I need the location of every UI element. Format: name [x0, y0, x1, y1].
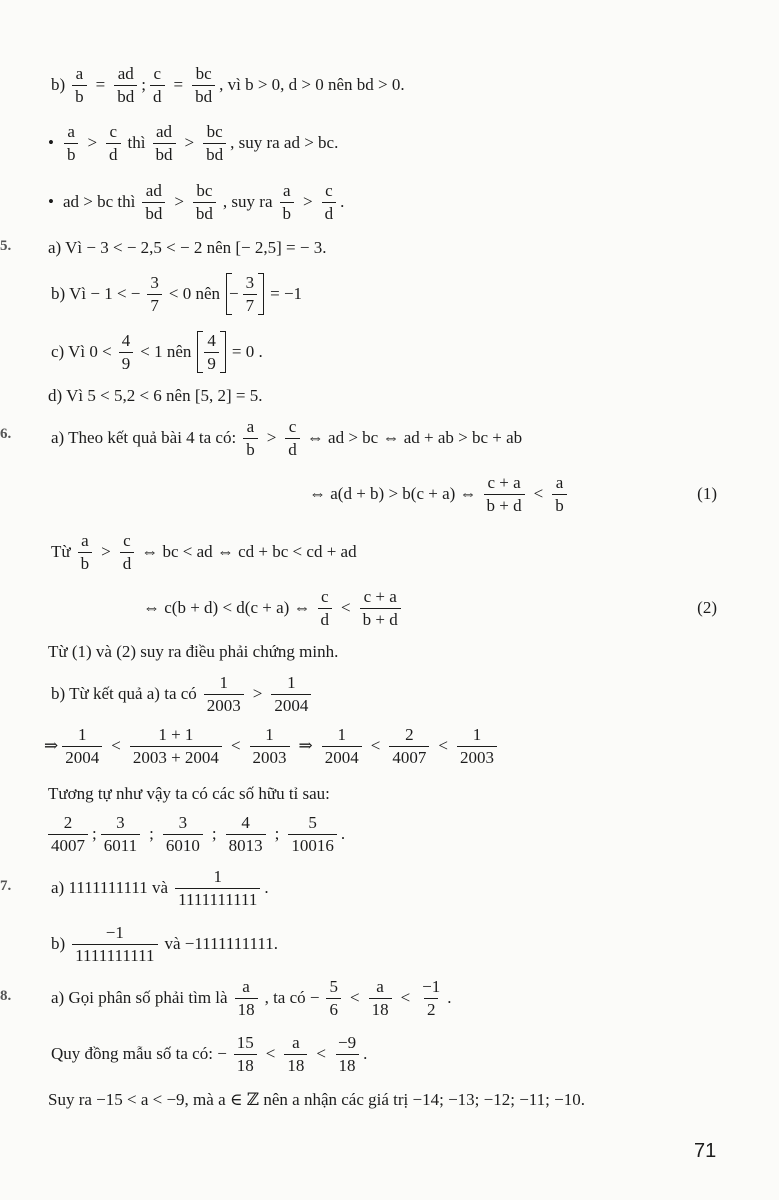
line-6b: b) Từ kết quả a) ta có $\frac{1}{2003}$ > $\frac{1}{2004}$	[48, 664, 315, 724]
fraction: $\frac{c}{d}$	[150, 64, 165, 106]
line-5c: c) Vì 0 < $\frac{4}{9}$ < 1 nên $\frac{4}{9}$ = 0 .	[51, 330, 263, 373]
problem-number-8: 8.	[0, 988, 12, 1004]
page-number: 71	[694, 1140, 717, 1162]
line-7b: b) $\frac{-1}{1111111111}$ và −1111111111.	[51, 922, 278, 965]
floor-bracket: $\frac{4}{9}$	[197, 331, 226, 373]
equation-number-2: (2)	[697, 598, 717, 617]
line-6b-similar: Tương tự như vậy ta có các số hữu tỉ sau:	[48, 784, 330, 803]
line-6a: a) Theo kết quả bài 4 ta có: $\frac{a}{b}$ > $\frac{c}{d}$ ⇔ ad > bc ⇔ ad + ab > bc + ab	[51, 416, 523, 459]
line-5a: a) Vì − 3 < − 2,5 < − 2 nên [− 2,5] = − 3.	[48, 238, 327, 257]
problem-number-7: 7.	[0, 878, 12, 894]
fraction: $\frac{ad}{bd}$	[114, 64, 137, 106]
line-5d: d) Vì 5 < 5,2 < 6 nên [5, 2] = 5.	[48, 386, 263, 405]
line-6b-list: $\frac{2}{4007}$ ; $\frac{3}{6011}$ ; $\frac{3}{6010}$ ; $\frac{4}{8013}$ ; $\frac{5}{10016}$ .	[44, 804, 345, 864]
line-6a-cont: ⇔ a(d + b) > b(c + a) ⇔ $\frac{c + a}{b + d}$ < $\frac{a}{b}$	[306, 464, 571, 524]
fraction: $\frac{bc}{bd}$	[192, 64, 215, 106]
problem-number-6: 6.	[0, 426, 12, 442]
fraction: $\frac{a}{b}$	[72, 64, 87, 106]
line-6a-conclusion: Từ (1) và (2) suy ra điều phải chứng minh.	[48, 642, 339, 661]
floor-bracket: − $\frac{3}{7}$	[226, 273, 264, 315]
problem-number-5: 5.	[0, 238, 12, 254]
line-6a-from: Từ $\frac{a}{b}$ > $\frac{c}{d}$ ⇔ bc < ad ⇔ cd + bc < cd + ad	[51, 530, 357, 573]
line-8a: a) Gọi phân số phải tìm là $\frac{a}{18}$ , ta có − $\frac{5}{6}$ < $\frac{a}{18}$ < $\frac{-1}{2}$ .	[51, 976, 452, 1019]
line-6a-cont2: ⇔ c(b + d) < d(c + a) ⇔ $\frac{c}{d}$ < $\frac{c + a}{b + d}$	[140, 578, 405, 638]
line-1b: b) $\frac{a}{b}$ = $\frac{ad}{bd}$ ; $\frac{c}{d}$ = $\frac{bc}{bd}$ , vì b > 0, d > 0 nên bd > 0.	[51, 63, 405, 106]
equation-number-1: (1)	[697, 484, 717, 503]
line-6b-chain: ⇒ $\frac{1}{2004}$ < $\frac{1 + 1}{2003 + 2004}$ < $\frac{1}{2003}$ ⇒ $\frac{1}{2004}$ < $\frac{2}{4007}$ < $\frac{1}{2003}$	[44, 716, 501, 776]
line-bullet-1: • $\frac{a}{b}$ > $\frac{c}{d}$ thì $\frac{ad}{bd}$ > $\frac{bc}{bd}$ , suy ra ad > bc.	[48, 121, 339, 164]
line-bullet-2: • ad > bc thì $\frac{ad}{bd}$ > $\frac{bc}{bd}$ , suy ra $\frac{a}{b}$ > $\frac{c}{d}$ .	[48, 180, 345, 223]
line-5b: b) Vì − 1 < − $\frac{3}{7}$ < 0 nên − $\frac{3}{7}$ = −1	[51, 272, 303, 315]
line-8a-common-denominator: Quy đồng mẫu số ta có: − $\frac{15}{18}$ < $\frac{a}{18}$ < $\frac{-9}{18}$ .	[51, 1032, 368, 1075]
line-8a-result: Suy ra −15 < a < −9, mà a ∈ ℤ nên a nhận các giá trị −14; −13; −12; −11; −10.	[48, 1090, 585, 1109]
line-7a: a) 1111111111 và $\frac{1}{1111111111}$ .	[51, 866, 269, 909]
